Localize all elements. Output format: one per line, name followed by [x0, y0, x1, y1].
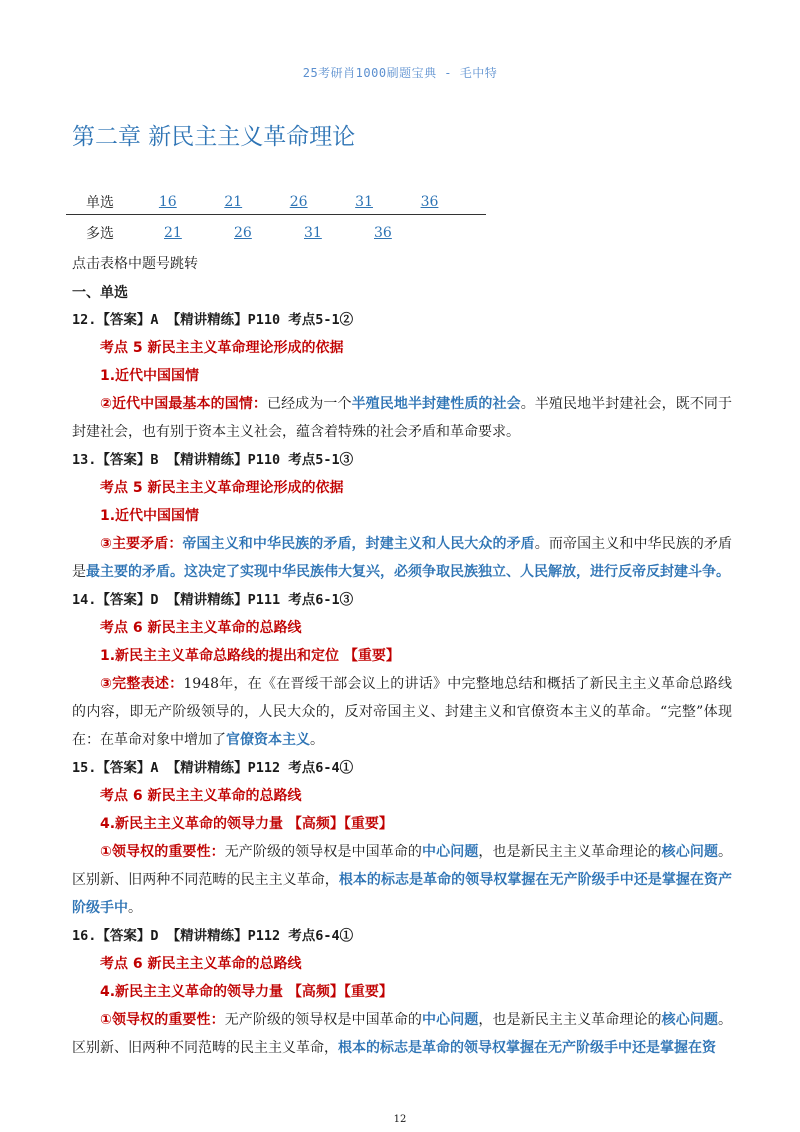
table-row-multi-choice: [66, 215, 486, 245]
text-run: 。: [310, 732, 324, 748]
question-index-table: [66, 190, 486, 245]
text-run: 已经成为一个: [266, 396, 352, 412]
question-link[interactable]: 21: [224, 194, 243, 210]
knowledge-point: 考点 6 新民主主义革命的总路线: [100, 788, 302, 804]
explanation-paragraph: [72, 390, 732, 446]
section-heading: 一、单选: [72, 285, 128, 301]
highlight-text: 核心问题: [661, 844, 719, 860]
text-run: 。区别新、旧两种不同范畴的民主主义革命，: [72, 844, 733, 888]
explanation-paragraph: [72, 838, 732, 922]
sub-heading: 1.近代中国国情: [100, 508, 200, 524]
sub-heading: 4.新民主主义革命的领导力量 【高频】【重要】: [100, 984, 393, 1000]
question-link[interactable]: 31: [304, 225, 322, 241]
explanation-paragraph: [72, 670, 732, 754]
answer-header: 16.【答案】D 【精讲精练】P112 考点6-4①: [72, 928, 354, 944]
knowledge-point: 考点 6 新民主主义革命的总路线: [100, 620, 302, 636]
text-run: ，也是新民主主义革命理论的: [478, 844, 662, 860]
answer-header: 14.【答案】D 【精讲精练】P111 考点6-1③: [72, 592, 354, 608]
key-term: ②近代中国最基本的国情：: [100, 396, 267, 412]
text-run: 。区别新、旧两种不同范畴的民主主义革命，: [72, 1012, 733, 1056]
sub-heading: 4.新民主主义革命的领导力量 【高频】【重要】: [100, 816, 393, 832]
question-link[interactable]: 31: [355, 194, 373, 210]
knowledge-point: 考点 6 新民主主义革命的总路线: [100, 956, 302, 972]
highlight-text: 中心问题: [422, 844, 479, 860]
highlight-text: 最主要的矛盾: [86, 564, 170, 580]
text-run: 。半殖民地半封建社会，既不同于封建社会，也有别于资本主义社会，蕴含着特殊的社会矛盾和革命要求。: [72, 396, 733, 440]
highlight-text: 帝国主义和中华民族的矛盾，封建主义和人民大众的矛盾: [182, 536, 535, 552]
key-term: ①领导权的重要性：: [100, 844, 225, 860]
highlight-text: 根本的标志是革命的领导权掌握在无产阶级手中还是掌握在资产阶级手中: [72, 872, 733, 916]
question-link[interactable]: 26: [234, 225, 252, 241]
highlight-text: 核心问题: [661, 1012, 719, 1028]
table-row-single-choice: [66, 190, 486, 215]
knowledge-point: 考点 5 新民主主义革命理论形成的依据: [100, 480, 344, 496]
highlight-text: 官僚资本主义: [226, 732, 310, 748]
chapter-title: 第二章 新民主主义革命理论: [72, 124, 356, 150]
text-run: 。而帝国主义和中华民族的矛盾是: [72, 536, 733, 580]
key-term: ③主要矛盾：: [100, 536, 183, 552]
knowledge-point: 考点 5 新民主主义革命理论形成的依据: [100, 340, 344, 356]
question-link[interactable]: 36: [420, 194, 439, 210]
row-label: 单选: [86, 195, 114, 211]
explanation-paragraph: [72, 1006, 732, 1062]
highlight-text: 。这决定了实现中华民族伟大复兴，必须争取民族独立、人民解放，进行反帝反封建斗争。: [170, 564, 730, 580]
text-run: 1948年，在《在晋绥干部会议上的讲话》中完整地总结和概括了新民主主义革命总路线的内容，即无产阶级领导的，人民大众的，反对帝国主义、封建主义和官僚资本主义的革命。“完整”体现在：在革命对象中增加了: [72, 676, 732, 748]
question-link[interactable]: 16: [158, 194, 177, 210]
sub-heading: 1.近代中国国情: [100, 368, 200, 384]
text-run: 无产阶级的领导权是中国革命的: [224, 1012, 423, 1028]
highlight-text: 半殖民地半封建性质的社会: [351, 396, 521, 412]
text-run: ，也是新民主主义革命理论的: [478, 1012, 662, 1028]
page-header: 25考研肖1000刷题宝典 - 毛中特: [302, 66, 498, 80]
highlight-text: 根本的标志是革命的领导权掌握在无产阶级手中还是掌握在资: [338, 1040, 716, 1056]
key-term: ①领导权的重要性：: [100, 1012, 225, 1028]
highlight-text: 中心问题: [422, 1012, 479, 1028]
explanation-paragraph: [72, 530, 732, 586]
page-number: 12: [393, 1114, 407, 1125]
answer-content: [72, 306, 732, 1062]
question-link[interactable]: 36: [374, 225, 392, 241]
key-term: ③完整表述：: [100, 676, 184, 692]
answer-header: 13.【答案】B 【精讲精练】P110 考点5-1③: [72, 452, 354, 468]
row-label: 多选: [86, 226, 114, 242]
answer-header: 15.【答案】A 【精讲精练】P112 考点6-4①: [72, 760, 354, 776]
question-link[interactable]: 21: [164, 225, 182, 241]
table-hint: 点击表格中题号跳转: [72, 256, 198, 272]
text-run: 。: [128, 900, 142, 916]
sub-heading: 1.新民主主义革命总路线的提出和定位 【重要】: [100, 648, 400, 664]
question-link[interactable]: 26: [289, 194, 308, 210]
answer-header: 12.【答案】A 【精讲精练】P110 考点5-1②: [72, 312, 354, 328]
text-run: 无产阶级的领导权是中国革命的: [224, 844, 423, 860]
